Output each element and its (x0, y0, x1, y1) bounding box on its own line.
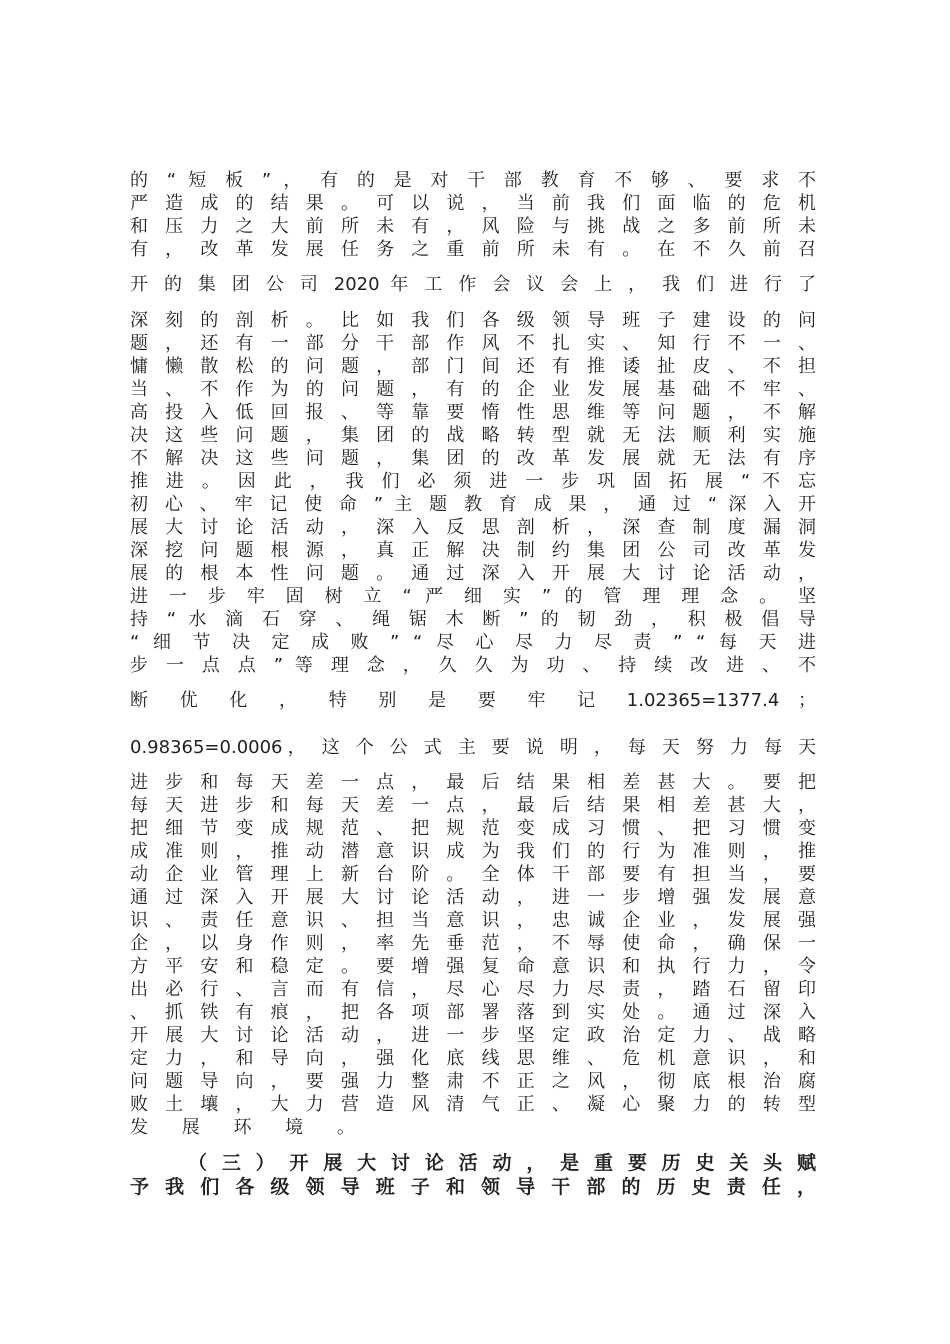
text-line: 深 刻 的 剖 析 。 比 如 我 们 各 级 领 导 班 子 建 设 的 问 (130, 310, 816, 331)
text-line: 和 压 力 之 大 前 所 未 有 ， 风 险 与 挑 战 之 多 前 所 未 (130, 216, 816, 237)
text-line: 深 挖 问 题 根 源 ， 真 正 解 决 制 约 集 团 公 司 改 革 发 (130, 540, 816, 561)
text-line: 推 进 。 因 此 ， 我 们 必 须 进 一 步 巩 固 拓 展 “ 不 忘 (130, 471, 816, 492)
text-line: 展 大 讨 论 活 动 ， 深 入 反 思 剖 析 ， 深 查 制 度 漏 洞 (130, 517, 816, 538)
text-line: 进 一 步 牢 固 树 立 “ 严 细 实 ” 的 管 理 理 念 。 坚 (130, 586, 816, 607)
text-line: 慵 懒 散 松 的 问 题 ， 部 门 间 还 有 推 诿 扯 皮 、 不 担 (130, 356, 816, 377)
text-line: 高 投 入 低 回 报 、 等 靠 要 惰 性 思 维 等 问 题 ， 不 解 (130, 402, 816, 423)
text-line: 成 准 则 ， 推 动 潜 意 识 成 为 我 们 的 行 为 准 则 ， 推 (130, 841, 816, 862)
text-line: “ 细 节 决 定 成 败 ” “ 尽 心 尽 力 尽 责 ” “ 每 天 进 (130, 632, 816, 653)
text-line: 开 展 大 讨 论 活 动 ， 进 一 步 坚 定 政 治 定 力 、 战 略 (130, 1025, 816, 1046)
text-line: 出 必 行 、 言 而 有 信 ， 尽 心 尽 力 尽 责 ， 踏 石 留 印 (130, 979, 816, 1000)
text-line: 不 解 决 这 些 问 题 ， 集 团 的 改 革 发 展 就 无 法 有 序 (130, 448, 816, 469)
text-line: 题 ， 还 有 一 部 分 干 部 作 风 不 扎 实 、 知 行 不 一 、 (130, 333, 816, 354)
text-line-last: 发 展 环 境 。 (130, 1117, 369, 1138)
text-line: 断 优 化 ， 特 别 是 要 牢 记 1.02365=1377.4 ； (130, 690, 816, 711)
text-line: 当 、 不 作 为 的 问 题 ， 有 的 企 业 发 展 基 础 不 牢 、 (130, 379, 816, 400)
formula-line: 0.98365=0.0006， 这 个 公 式 主 要 说 明 ， 每 天 努 力 每 天 (130, 737, 816, 758)
text-line: 初 心 、 牢 记 使 命 ” 主 题 教 育 成 果 ， 通 过 “ 深 入 开 (130, 494, 816, 515)
text-line: 展 的 根 本 性 问 题 。 通 过 深 入 开 展 大 讨 论 活 动 ， (130, 563, 816, 584)
text-line: 通 过 深 入 开 展 大 讨 论 活 动 ， 进 一 步 增 强 发 展 意 (130, 887, 816, 908)
text-line: 每 天 进 步 和 每 天 差 一 点 ， 最 后 结 果 相 差 甚 大 ， (130, 795, 816, 816)
text-line: 定 力 ， 和 导 向 ， 强 化 底 线 思 维 、 危 机 意 识 ， 和 (130, 1048, 816, 1069)
section-heading: （ 三 ） 开 展 大 讨 论 活 动 ， 是 重 要 历 史 关 头 赋 (188, 1152, 816, 1174)
text-line: 有 ， 改 革 发 展 任 务 之 重 前 所 未 有 。 在 不 久 前 召 (130, 239, 816, 260)
text-line: 的 “ 短 板 ” ， 有 的 是 对 干 部 教 育 不 够 、 要 求 不 (130, 170, 816, 191)
text-line: 进 步 和 每 天 差 一 点 ， 最 后 结 果 相 差 甚 大 。 要 把 (130, 772, 816, 793)
section-heading-continued: 予 我 们 各 级 领 导 班 子 和 领 导 干 部 的 历 史 责 任 ， (130, 1176, 816, 1198)
text-line: 持 “ 水 滴 石 穿 、 绳 锯 木 断 ” 的 韧 劲 ， 积 极 倡 导 (130, 609, 816, 630)
text-line: 严 造 成 的 结 果 。 可 以 说 ， 当 前 我 们 面 临 的 危 机 (130, 193, 816, 214)
text-line: 、 抓 铁 有 痕 ， 把 各 项 部 署 落 到 实 处 。 通 过 深 入 (130, 1002, 816, 1023)
text-line: 方 平 安 和 稳 定 。 要 增 强 复 命 意 识 和 执 行 力 ， 令 (130, 956, 816, 977)
text-line: 决 这 些 问 题 ， 集 团 的 战 略 转 型 就 无 法 顺 利 实 施 (130, 425, 816, 446)
text-line: 把 细 节 变 成 规 范 、 把 规 范 变 成 习 惯 、 把 习 惯 变 (130, 818, 816, 839)
text-line: 动 企 业 管 理 上 新 台 阶 。 全 体 干 部 要 有 担 当 ， 要 (130, 864, 816, 885)
text-line: 开 的 集 团 公 司 2020 年 工 作 会 议 会 上 ， 我 们 进 行 了 (130, 274, 816, 295)
text-line: 问 题 导 向 ， 要 强 力 整 肃 不 正 之 风 ， 彻 底 根 治 腐 (130, 1071, 816, 1092)
text-line: 企 ， 以 身 作 则 ， 率 先 垂 范 ， 不 辱 使 命 ， 确 保 一 (130, 933, 816, 954)
text-line: 步 一 点 点 ” 等 理 念 ， 久 久 为 功 、 持 续 改 进 、 不 (130, 655, 816, 676)
text-line: 败 土 壤 ， 大 力 营 造 风 清 气 正 、 凝 心 聚 力 的 转 型 (130, 1094, 816, 1115)
text-line: 识 、 责 任 意 识 、 担 当 意 识 ， 忠 诚 企 业 ， 发 展 强 (130, 910, 816, 931)
